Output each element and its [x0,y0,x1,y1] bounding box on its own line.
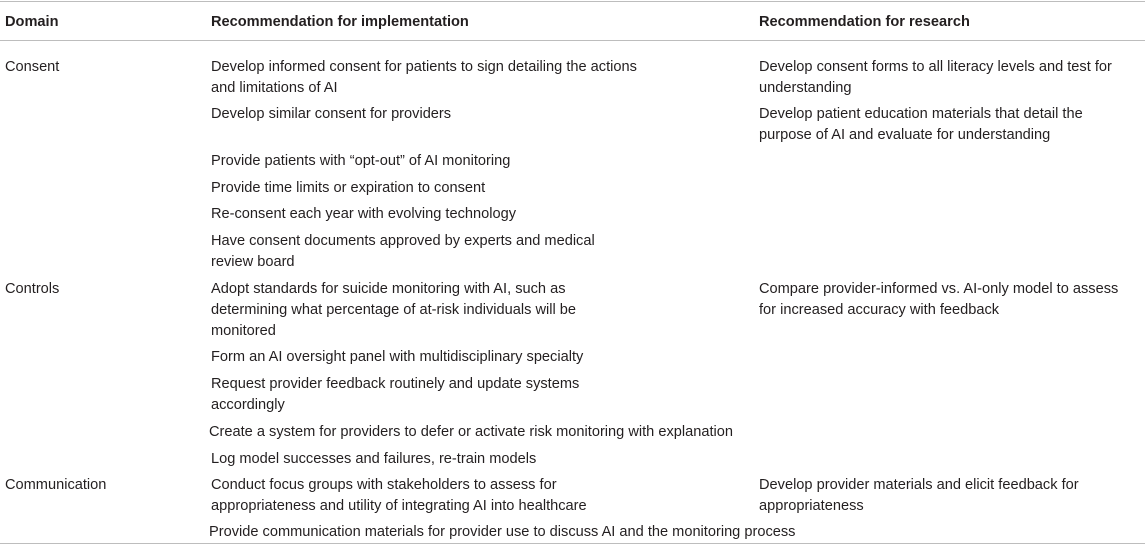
controls-impl-1-line-1: Adopt standards for suicide monitoring with AI, such as [211,281,566,297]
consent-impl-2: Develop similar consent for providers [211,106,452,122]
header-implementation: Recommendation for implementation [211,14,469,30]
communication-research-1-line-1: Develop provider materials and elicit feedback for [759,477,1079,493]
communication-impl-1-line-1: Conduct focus groups with stakeholders to assess for [211,477,557,493]
consent-impl-6-line-2: review board [211,254,295,270]
consent-impl-3: Provide patients with “opt-out” of AI monitoring [211,153,511,169]
communication-impl-1-line-2: appropriateness and utility of integrating AI into healthcare [211,498,587,514]
consent-impl-4: Provide time limits or expiration to consent [211,180,486,196]
table-header-rule [0,40,1145,41]
controls-research-1-line-2: for increased accuracy with feedback [759,302,1000,318]
header-research: Recommendation for research [759,14,970,30]
consent-research-2-line-2: purpose of AI and evaluate for understanding [759,127,1051,143]
controls-impl-3-line-2: accordingly [211,397,285,413]
controls-impl-2: Form an AI oversight panel with multidisciplinary specialty [211,349,584,365]
communication-research-1-line-2: appropriateness [759,498,864,514]
controls-impl-1-line-3: monitored [211,323,276,339]
consent-research-1-line-1: Develop consent forms to all literacy levels and test for [759,59,1112,75]
consent-research-1-line-2: understanding [759,80,852,96]
table-bottom-rule [0,543,1145,544]
communication-impl-2: Provide communication materials for provider use to discuss AI and the monitoring process [209,524,796,540]
controls-impl-4: Create a system for providers to defer or activate risk monitoring with explanation [209,424,733,440]
domain-consent: Consent [5,59,60,75]
consent-impl-6-line-1: Have consent documents approved by experts and medical [211,233,595,249]
header-domain: Domain [5,14,59,30]
controls-research-1-line-1: Compare provider-informed vs. AI-only model to assess [759,281,1119,297]
controls-impl-5: Log model successes and failures, re-train models [211,451,537,467]
consent-impl-1-line-1: Develop informed consent for patients to sign detailing the actions [211,59,637,75]
consent-impl-5: Re-consent each year with evolving technology [211,206,517,222]
domain-communication: Communication [5,477,107,493]
domain-controls: Controls [5,281,60,297]
consent-impl-1-line-2: and limitations of AI [211,80,338,96]
consent-research-2-line-1: Develop patient education materials that detail the [759,106,1083,122]
controls-impl-3-line-1: Request provider feedback routinely and update systems [211,376,580,392]
controls-impl-1-line-2: determining what percentage of at-risk individuals will be [211,302,577,318]
table-top-rule [0,1,1145,2]
